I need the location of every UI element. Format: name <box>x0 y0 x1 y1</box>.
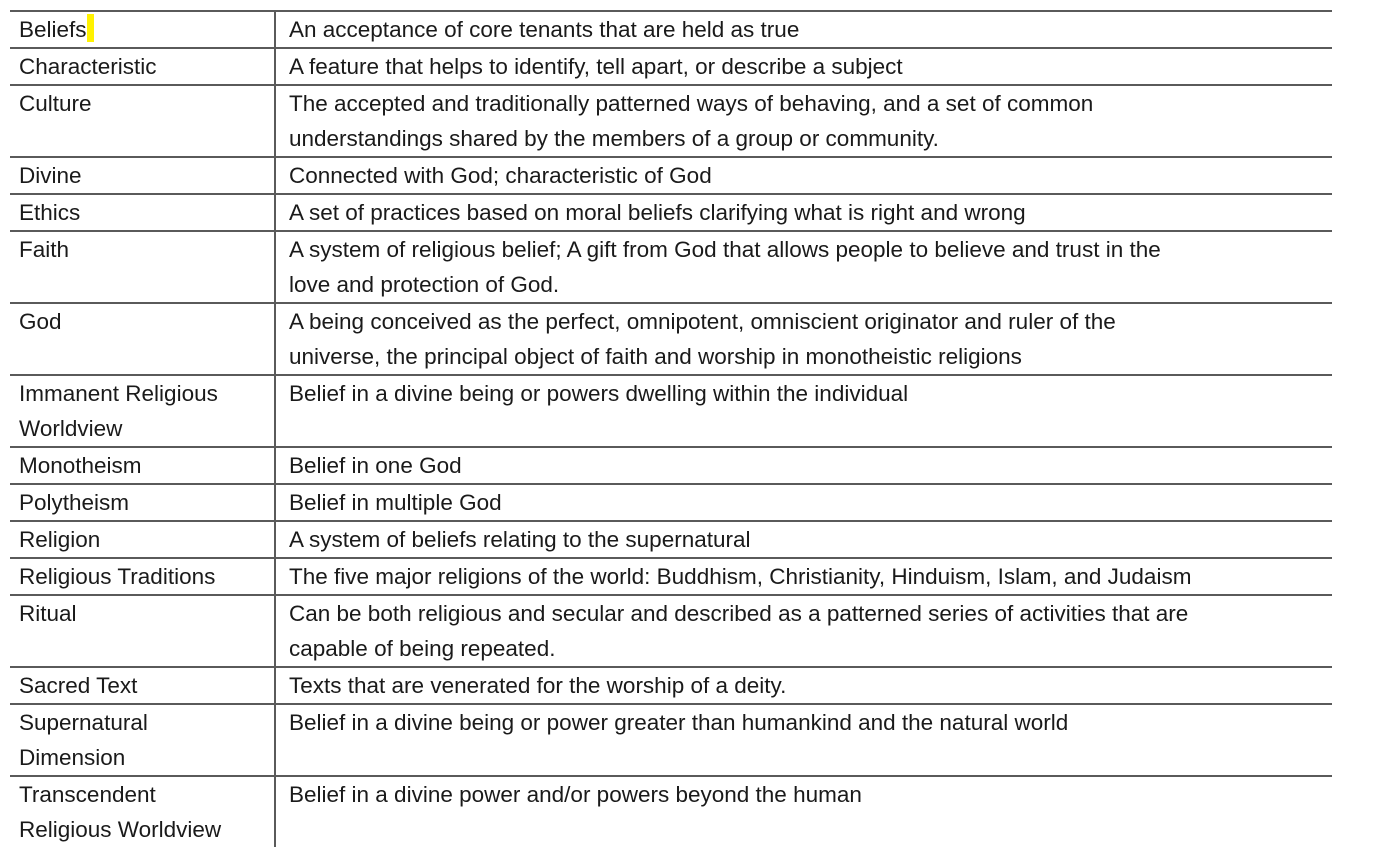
glossary-term-cell <box>10 48 275 85</box>
glossary-row <box>10 558 1332 595</box>
glossary-definition: Belief in multiple God <box>289 490 502 515</box>
glossary-definition: Belief in a divine being or power greater than humankind and the natural world <box>289 710 1069 735</box>
glossary-definition: Belief in one God <box>289 453 462 478</box>
glossary-definition: A system of religious belief; A gift from God that allows people to believe and trust in the <box>289 237 1161 262</box>
glossary-row <box>10 194 1332 231</box>
glossary-definition: Connected with God; characteristic of God <box>289 163 712 188</box>
glossary-term-cell <box>10 558 275 595</box>
glossary-definition-cell <box>275 375 1332 447</box>
glossary-definition-cell <box>275 776 1332 847</box>
glossary-term: Sacred Text <box>19 673 138 698</box>
glossary-row <box>10 11 1332 48</box>
glossary-row <box>10 157 1332 194</box>
glossary-term: Transcendent <box>19 782 156 807</box>
glossary-row <box>10 447 1332 484</box>
glossary-definition-cell <box>275 231 1332 303</box>
glossary-row <box>10 667 1332 704</box>
glossary-term: Polytheism <box>19 490 130 515</box>
glossary-term: Divine <box>19 163 82 188</box>
glossary-row <box>10 704 1332 776</box>
glossary-term-cell <box>10 85 275 157</box>
glossary-definition-cell <box>275 194 1332 231</box>
text-cursor-highlight <box>87 14 94 42</box>
glossary-definition-cell <box>275 157 1332 194</box>
glossary-definition-cell <box>275 11 1332 48</box>
glossary-term-cell <box>10 157 275 194</box>
glossary-term: Worldview <box>19 416 123 441</box>
glossary-definition: A feature that helps to identify, tell apart, or describe a subject <box>289 54 903 79</box>
glossary-definition-cell <box>275 595 1332 667</box>
glossary-definition-cell <box>275 303 1332 375</box>
glossary-term-cell <box>10 303 275 375</box>
glossary-body <box>10 11 1332 847</box>
glossary-definition: Texts that are venerated for the worship of a deity. <box>289 673 787 698</box>
glossary-definition: An acceptance of core tenants that are held as true <box>289 17 800 42</box>
glossary-table <box>10 10 1332 847</box>
glossary-definition-cell <box>275 48 1332 85</box>
glossary-definition: understandings shared by the members of a group or community. <box>289 126 939 151</box>
glossary-term: Ritual <box>19 601 77 626</box>
glossary-term: Immanent Religious <box>19 381 218 406</box>
glossary-term: Religious Traditions <box>19 564 216 589</box>
glossary-term-cell <box>10 375 275 447</box>
glossary-term-cell <box>10 776 275 847</box>
glossary-term-cell <box>10 447 275 484</box>
glossary-term: Religious Worldview <box>19 817 222 842</box>
glossary-term-cell <box>10 521 275 558</box>
glossary-row <box>10 375 1332 447</box>
glossary-term-cell <box>10 484 275 521</box>
glossary-definition-cell <box>275 558 1332 595</box>
glossary-definition: A being conceived as the perfect, omnipotent, omniscient originator and ruler of the <box>289 309 1116 334</box>
glossary-definition: The accepted and traditionally patterned ways of behaving, and a set of common <box>289 91 1094 116</box>
glossary-term: Religion <box>19 527 101 552</box>
glossary-row <box>10 776 1332 847</box>
glossary-term: Supernatural <box>19 710 148 735</box>
glossary-term-cell <box>10 704 275 776</box>
glossary-definition-cell <box>275 704 1332 776</box>
glossary-definition: Can be both religious and secular and described as a patterned series of activities that are <box>289 601 1189 626</box>
glossary-term: Dimension <box>19 745 126 770</box>
glossary-definition: Belief in a divine being or powers dwelling within the individual <box>289 381 909 406</box>
glossary-definition-cell <box>275 521 1332 558</box>
glossary-term: God <box>19 309 62 334</box>
glossary-definition: Belief in a divine power and/or powers beyond the human <box>289 782 862 807</box>
glossary-definition: A set of practices based on moral beliefs clarifying what is right and wrong <box>289 200 1026 225</box>
glossary-row <box>10 48 1332 85</box>
glossary-term-cell <box>10 595 275 667</box>
glossary-row <box>10 595 1332 667</box>
glossary-definition-cell <box>275 447 1332 484</box>
glossary-term: Ethics <box>19 200 81 225</box>
glossary-row <box>10 521 1332 558</box>
glossary-term-cell <box>10 11 275 48</box>
glossary-definition-cell <box>275 667 1332 704</box>
glossary-definition: The five major religions of the world: Buddhism, Christianity, Hinduism, Islam, and Judaism <box>289 564 1192 589</box>
glossary-definition: love and protection of God. <box>289 272 560 297</box>
glossary-definition: A system of beliefs relating to the supernatural <box>289 527 751 552</box>
glossary-definition-cell <box>275 85 1332 157</box>
glossary-row <box>10 484 1332 521</box>
glossary-term: Culture <box>19 91 92 116</box>
glossary-term: Beliefs <box>19 12 274 47</box>
glossary-term-cell <box>10 194 275 231</box>
glossary-term: Faith <box>19 237 70 262</box>
glossary-definition: capable of being repeated. <box>289 636 556 661</box>
glossary-term-cell <box>10 231 275 303</box>
glossary-definition: universe, the principal object of faith and worship in monotheistic religions <box>289 344 1022 369</box>
glossary-row <box>10 231 1332 303</box>
glossary-row <box>10 303 1332 375</box>
glossary-term: Monotheism <box>19 453 142 478</box>
glossary-definition-cell <box>275 484 1332 521</box>
glossary-term-cell <box>10 667 275 704</box>
glossary-row <box>10 85 1332 157</box>
glossary-term: Characteristic <box>19 54 157 79</box>
